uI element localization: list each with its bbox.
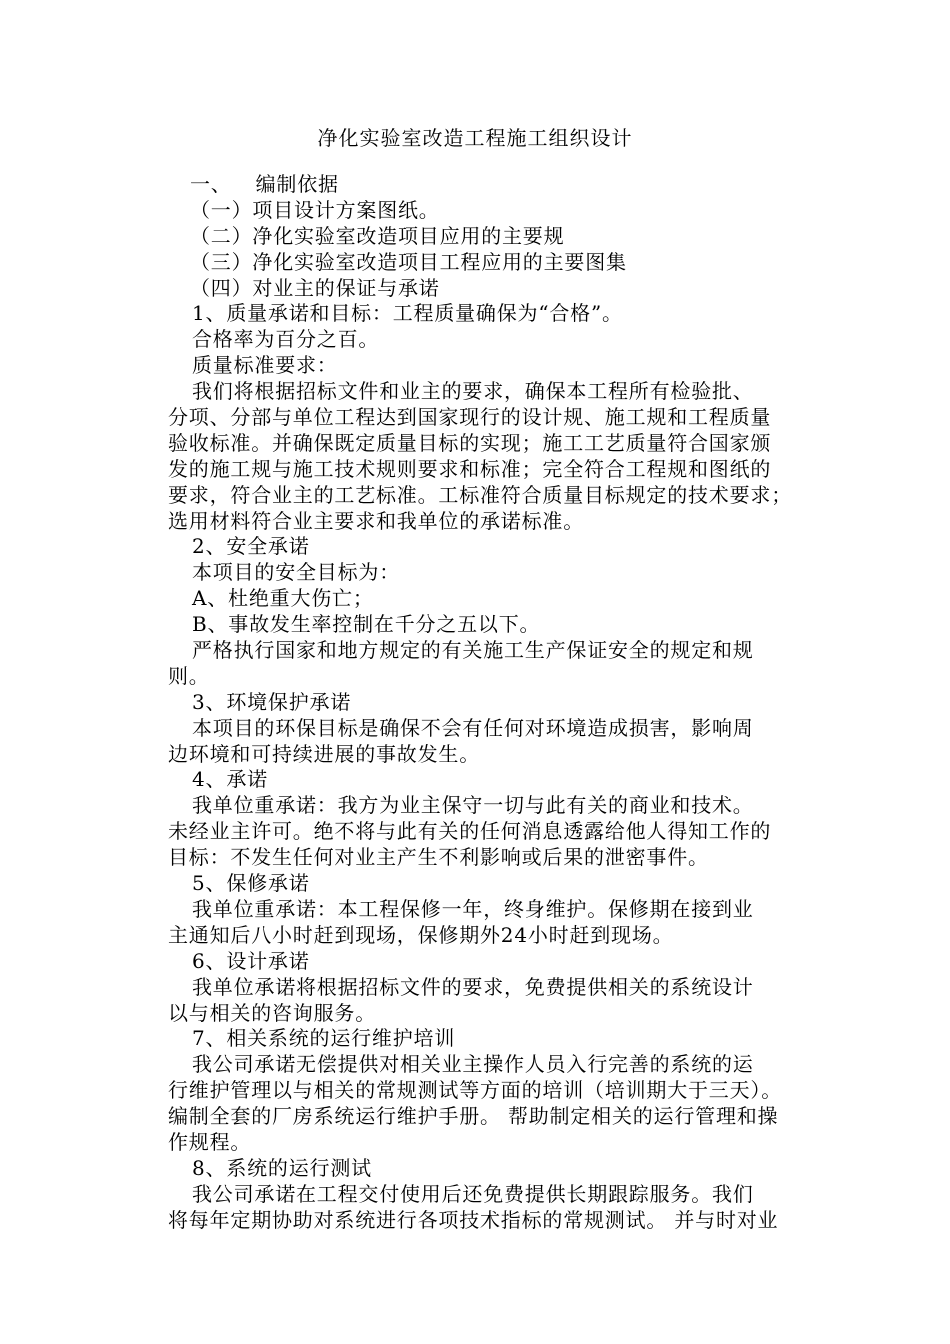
list-item: A、杜绝重大伤亡； bbox=[192, 586, 374, 611]
paragraph-line: 我单位重承诺：本工程保修一年，终身维护。保修期在接到业 bbox=[192, 896, 754, 921]
paragraph-line: 我单位承诺将根据招标文件的要求，免费提供相关的系统设计 bbox=[192, 974, 754, 999]
paragraph-line: 本项目的安全目标为： bbox=[192, 560, 400, 585]
paragraph-line: 目标：不发生任何对业主产生不利影响或后果的泄密事件。 bbox=[168, 845, 709, 870]
subsection-heading: 4、承诺 bbox=[192, 767, 268, 792]
basis-item: （一）项目设计方案图纸。 bbox=[190, 197, 440, 222]
paragraph-line: 主通知后八小时赶到现场，保修期外24小时赶到现场。 bbox=[168, 922, 674, 947]
subsection-heading: 2、安全承诺 bbox=[192, 534, 310, 559]
section-heading bbox=[168, 172, 808, 198]
subsection-heading: 6、设计承诺 bbox=[192, 948, 310, 973]
document-title: 净化实验室改造工程施工组织设计 bbox=[317, 126, 633, 150]
basis-item: （四）对业主的保证与承诺 bbox=[190, 275, 440, 300]
paragraph-line: 边环境和可持续进展的事故发生。 bbox=[168, 741, 480, 766]
paragraph-line: 发的施工规与施工技术规则要求和标准；完全符合工程规和图纸的 bbox=[168, 456, 772, 481]
paragraph-line: 选用材料符合业主要求和我单位的承诺标准。 bbox=[168, 508, 584, 533]
paragraph-line: 作规程。 bbox=[168, 1129, 252, 1154]
paragraph-line: 将每年定期协助对系统进行各项技术指标的常规测试。 并与时对业 bbox=[168, 1207, 779, 1232]
paragraph-line: 行维护管理以与相关的常规测试等方面的培训（培训期大于三天）。 bbox=[168, 1078, 782, 1103]
section-title: 编制依据 bbox=[255, 172, 339, 196]
paragraph-line: 以与相关的咨询服务。 bbox=[168, 1000, 376, 1025]
subsection-heading: 5、保修承诺 bbox=[192, 871, 310, 896]
paragraph-line: 编制全套的厂房系统运行维护手册。 帮助制定相关的运行管理和操 bbox=[168, 1104, 779, 1129]
paragraph-line: 验收标准。并确保既定质量目标的实现；施工工艺质量符合国家颁 bbox=[168, 430, 772, 455]
basis-item: （三）净化实验室改造项目工程应用的主要图集 bbox=[190, 249, 627, 274]
paragraph-line: 分项、分部与单位工程达到国家现行的设计规、施工规和工程质量 bbox=[168, 405, 772, 430]
subsection-heading: 8、系统的运行测试 bbox=[192, 1155, 372, 1180]
paragraph-line: 我公司承诺无偿提供对相关业主操作人员入行完善的系统的运 bbox=[192, 1052, 754, 1077]
document-body bbox=[168, 172, 808, 1234]
paragraph-line: 未经业主许可。绝不将与此有关的任何消息透露给他人得知工作的 bbox=[168, 819, 772, 844]
section-number: 一、 bbox=[190, 172, 232, 196]
paragraph-line: 我公司承诺在工程交付使用后还免费提供长期跟踪服务。我们 bbox=[192, 1181, 754, 1206]
paragraph-line: 要求，符合业主的工艺标准。工标准符合质量目标规定的技术要求； bbox=[168, 482, 792, 507]
paragraph-line: 严格执行国家和地方规定的有关施工生产保证安全的规定和规 bbox=[192, 638, 754, 663]
subsection-heading: 1、质量承诺和目标：工程质量确保为“合格”。 bbox=[192, 301, 623, 326]
paragraph-line: 我们将根据招标文件和业主的要求，确保本工程所有检验批、 bbox=[192, 379, 754, 404]
list-item: B、事故发生率控制在千分之五以下。 bbox=[192, 612, 541, 637]
paragraph-line: 质量标准要求： bbox=[192, 353, 338, 378]
paragraph-line: 合格率为百分之百。 bbox=[192, 327, 380, 352]
paragraph-line: 本项目的环保目标是确保不会有任何对环境造成损害，影响周 bbox=[192, 715, 754, 740]
subsection-heading: 3、环境保护承诺 bbox=[192, 689, 352, 714]
paragraph-line: 我单位重承诺：我方为业主保守一切与此有关的商业和技术。 bbox=[192, 793, 754, 818]
paragraph-line: 则。 bbox=[168, 663, 210, 688]
basis-item: （二）净化实验室改造项目应用的主要规 bbox=[190, 223, 565, 248]
subsection-heading: 7、相关系统的运行维护培训 bbox=[192, 1026, 456, 1051]
